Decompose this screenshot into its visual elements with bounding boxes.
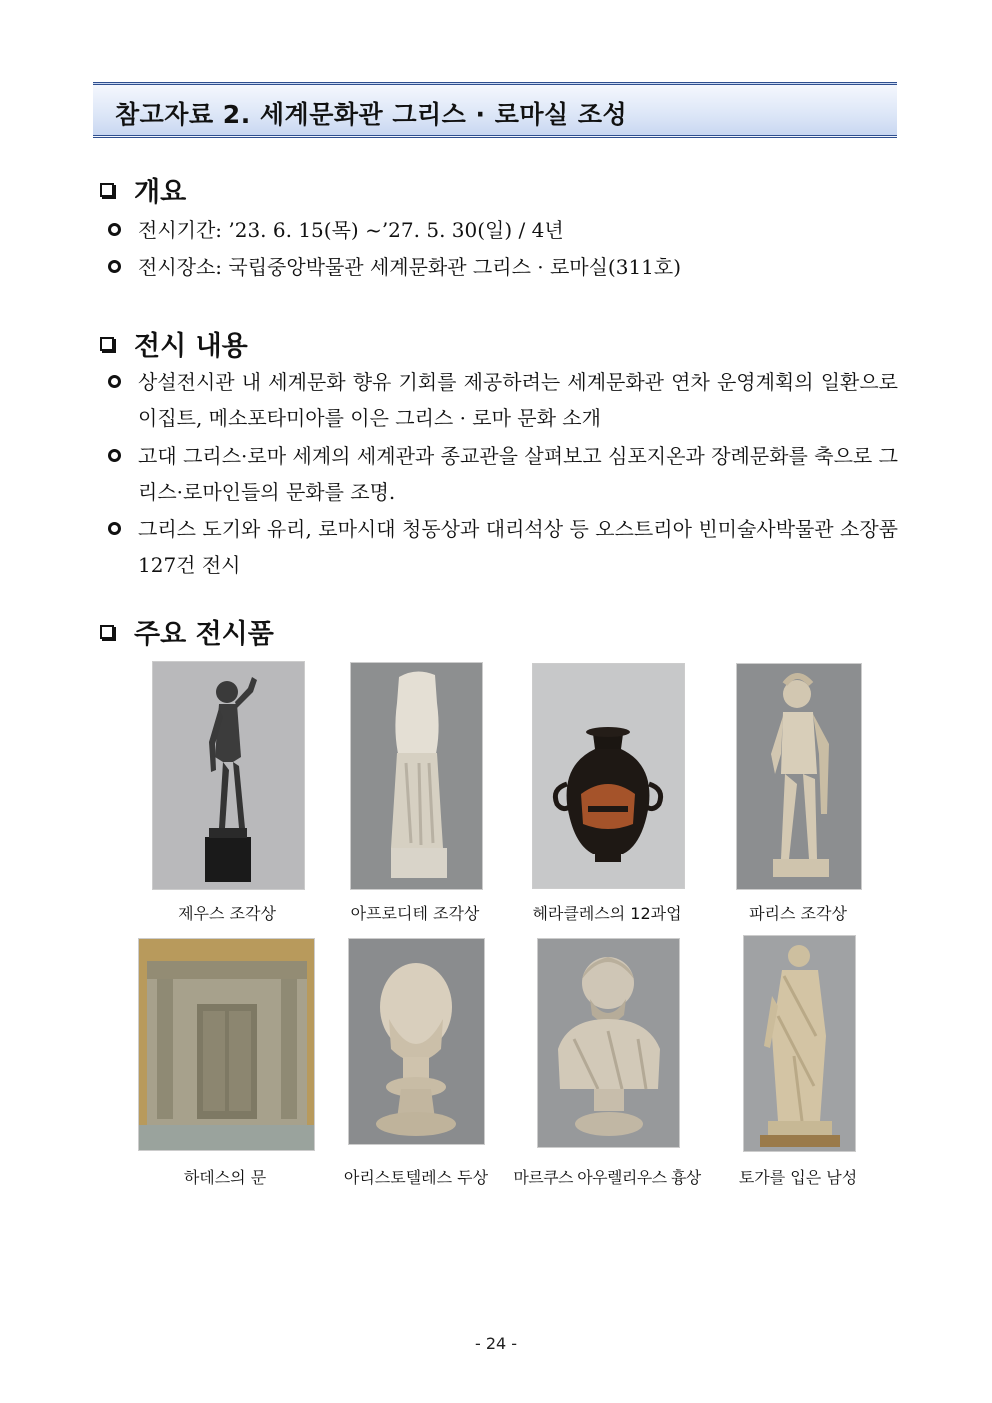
bullet-text: 전시기간: ’23. 6. 15(목) ~’27. 5. 30(일) / 4년 (138, 218, 564, 242)
caption-aristotle: 아리스토텔레스 두상 (343, 1168, 489, 1187)
bullet-item (108, 364, 898, 436)
toga-statue-photo (743, 935, 856, 1152)
caption-zeus: 제우스 조각상 (178, 904, 276, 923)
bullet-text: 고대 그리스·로마 세계의 세계관과 종교관을 살펴보고 심포지온과 장례문화를 축으로 그리스·로마인들의 문화를 조명. (138, 444, 898, 504)
square-bullet-icon (100, 183, 114, 197)
paris-statue-photo (736, 663, 862, 890)
caption-toga-man: 토가를 입은 남성 (738, 1168, 858, 1187)
circle-bullet-icon (108, 375, 121, 388)
caption-aphrodite: 아프로디테 조각상 (350, 904, 480, 923)
section-heading-text: 주요 전시품 (134, 619, 274, 650)
circle-bullet-icon (108, 522, 121, 535)
section-heading-text: 개요 (134, 177, 187, 208)
aphrodite-statue-photo (350, 662, 483, 890)
hades-door-photo (138, 938, 315, 1151)
caption-hades-door: 하데스의 문 (183, 1168, 267, 1187)
section-heading-content (100, 324, 248, 363)
section-heading-overview (100, 170, 186, 209)
caption-paris: 파리스 조각상 (749, 904, 847, 923)
section-heading-text: 전시 내용 (134, 331, 248, 362)
circle-bullet-icon (108, 223, 121, 236)
square-bullet-icon (100, 625, 114, 639)
bullet-text: 전시장소: 국립중앙박물관 세계문화관 그리스 · 로마실(311호) (138, 255, 682, 279)
bullet-item (108, 249, 898, 285)
zeus-statue-photo (152, 661, 305, 890)
bullet-item (108, 511, 898, 583)
heracles-vase-photo (532, 663, 685, 889)
bullet-item (108, 212, 898, 248)
title-band (93, 82, 897, 138)
aristotle-head-photo (348, 938, 485, 1145)
marcus-aurelius-bust-photo (537, 938, 680, 1148)
caption-marcus-aurelius: 마르쿠스 아우렐리우스 흉상 (513, 1168, 701, 1187)
square-bullet-icon (100, 337, 114, 351)
caption-heracles: 헤라클레스의 12과업 (532, 904, 682, 923)
bullet-text: 상설전시관 내 세계문화 향유 기회를 제공하려는 세계문화관 연차 운영계획의 일환으로 이집트, 메소포타미아를 이은 그리스 · 로마 문화 소개 (138, 370, 898, 430)
circle-bullet-icon (108, 449, 121, 462)
bullet-item (108, 438, 898, 510)
section-heading-highlights (100, 612, 274, 651)
bullet-text: 그리스 도기와 유리, 로마시대 청동상과 대리석상 등 오스트리아 빈미술사박물관 소장품 127건 전시 (138, 517, 898, 577)
page-title: 참고자료 2. 세계문화관 그리스 · 로마실 조성 (115, 100, 628, 129)
page-number: - 24 - (474, 1334, 518, 1353)
circle-bullet-icon (108, 260, 121, 273)
